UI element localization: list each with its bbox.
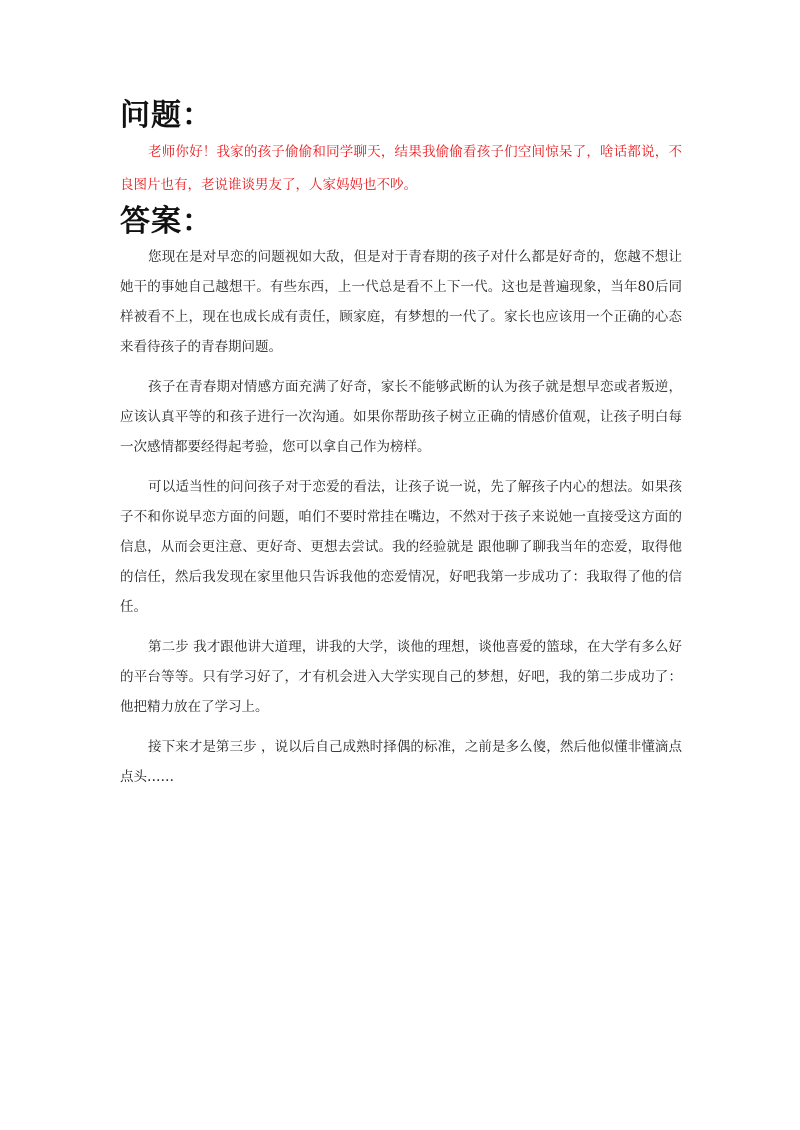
answer-heading: 答案： — [120, 204, 213, 239]
question-heading: 问题： — [120, 98, 213, 133]
answer-paragraph-3: 可以适当性的问问孩子对于恋爱的看法，让孩子说一说，先了解孩子内心的想法。如果孩子不和你说早恋方面的问题，咱们不要时常挂在嘴边，不然对于孩子来说她一直接受这方面的信息，从而会更注意、更好奇、更想去尝试。我的经验就是 跟他聊了聊我当年的恋爱，取得他的信任，然后我发现在家里他只告诉我他的恋爱情况，好吧我第一步成功了：我取得了他的信任。 — [120, 479, 682, 615]
answer-paragraph-4: 第二步 我才跟他讲大道理，讲我的大学，谈他的理想，谈他喜爱的篮球，在大学有多么好的平台等等。只有学习好了，才有机会进入大学实现自己的梦想，好吧，我的第二步成功了：他把精力放在了学习上。 — [120, 639, 682, 715]
answer-paragraph-2: 孩子在青春期对情感方面充满了好奇，家长不能够武断的认为孩子就是想早恋或者叛逆，应该认真平等的和孩子进行一次沟通。如果你帮助孩子树立正确的情感价值观，让孩子明白每一次感情都要经得起考验，您可以拿自己作为榜样。 — [120, 379, 682, 455]
question-text: 老师你好！我家的孩子偷偷和同学聊天，结果我偷偷看孩子们空间惊呆了，啥话都说，不良图片也有，老说谁谈男友了，人家妈妈也不吵。 — [120, 144, 682, 193]
answer-paragraph-1: 您现在是对早恋的问题视如大敌，但是对于青春期的孩子对什么都是好奇的，您越不想让她干的事她自己越想干。有些东西，上一代总是看不上下一代。这也是普遍现象，当年80后同样被看不上，现在也成长成有责任，顾家庭，有梦想的一代了。家长也应该用一个正确的心态来看待孩子的青春期问题。 — [120, 249, 682, 355]
document-content — [120, 96, 682, 802]
answer-paragraph-5: 接下来才是第三步 ，说以后自己成熟时择偶的标准，之前是多么傻，然后他似懂非懂滴点点头…… — [120, 739, 682, 785]
